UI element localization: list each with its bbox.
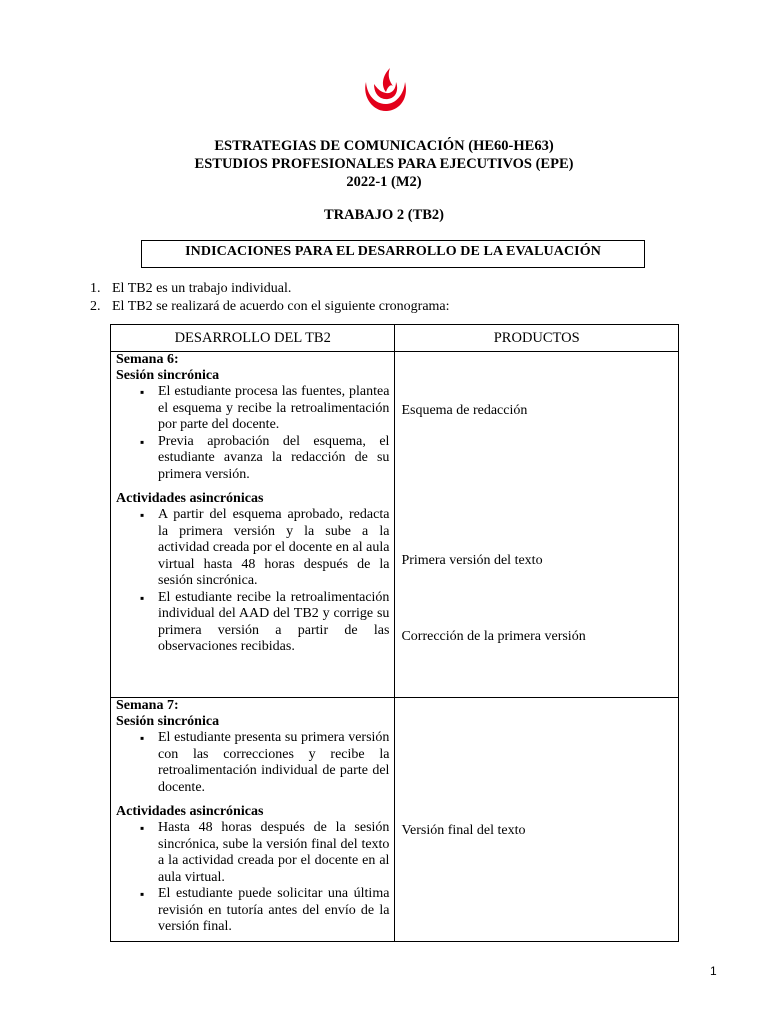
list-item: ▪ Hasta 48 horas después de la sesión sincrónica, sube la versión final del texto a la actividad creada por el docente en al aula virtual. — [158, 820, 389, 886]
week7-activities-cell — [111, 698, 395, 942]
assignment-title: TRABAJO 2 (TB2) — [323, 207, 445, 223]
list-item: ▪ El estudiante procesa las fuentes, plantea el esquema y recibe la retroalimentación por parte del docente. — [158, 384, 389, 434]
week6-title: Semana 6: — [116, 352, 179, 367]
week6-sync-title: Sesión sincrónica — [116, 368, 220, 383]
list-item: ▪ El estudiante presenta su primera versión con las correcciones y recibe la retroalimentación individual de parte del docente. — [158, 730, 389, 796]
page-number: 1 — [710, 964, 717, 978]
product-item: Primera versión del texto — [401, 553, 543, 568]
university-logo-icon — [360, 62, 410, 114]
week7-sync-list — [116, 730, 389, 796]
table-row-week7 — [111, 698, 679, 942]
week6-activities-cell — [111, 352, 395, 698]
product-item: Corrección de la primera versión — [401, 629, 586, 644]
list-item: ▪ El estudiante puede solicitar una última revisión en tutoría antes del envío de la versión final. — [158, 886, 389, 936]
column-header-development: DESARROLLO DEL TB2 — [111, 325, 395, 352]
week6-sync-list — [116, 384, 389, 483]
product-item: Esquema de redacción — [401, 403, 528, 418]
schedule-table — [110, 324, 679, 942]
intro-item-number: 1. — [90, 281, 101, 296]
list-item: ▪ Previa aprobación del esquema, el estudiante avanza la redacción de su primera versión. — [158, 434, 389, 484]
table-row-week6 — [111, 352, 679, 698]
week6-async-title: Actividades asincrónicas — [116, 491, 264, 506]
intro-item-text: El TB2 es un trabajo individual. — [112, 281, 292, 296]
week7-async-list — [116, 820, 389, 936]
week7-products-cell — [395, 698, 679, 942]
column-header-products: PRODUCTOS — [395, 325, 679, 352]
program-title: ESTUDIOS PROFESIONALES PARA EJECUTIVOS (EPE) — [194, 156, 574, 172]
week6-async-list — [116, 507, 389, 656]
table-header-row — [111, 325, 679, 352]
instructions-title-box: INDICACIONES PARA EL DESARROLLO DE LA EVALUACIÓN — [141, 240, 645, 268]
intro-item-number: 2. — [90, 299, 101, 314]
course-title: ESTRATEGIAS DE COMUNICACIÓN (HE60-HE63) — [214, 138, 554, 154]
week7-title: Semana 7: — [116, 698, 179, 713]
intro-item-1 — [90, 280, 291, 298]
week7-async-title: Actividades asincrónicas — [116, 804, 264, 819]
week6-products-cell — [395, 352, 679, 698]
list-item: ▪ A partir del esquema aprobado, redacta la primera versión y la sube a la actividad creada por el docente en al aula virtual hasta 48 horas después de la sesión sincrónica. — [158, 507, 389, 590]
product-item: Versión final del texto — [401, 823, 526, 838]
intro-item-2 — [90, 298, 450, 316]
intro-item-text: El TB2 se realizará de acuerdo con el siguiente cronograma: — [112, 299, 450, 314]
list-item: ▪ El estudiante recibe la retroalimentación individual del AAD del TB2 y corrige su primera versión a partir de las observaciones recibidas. — [158, 590, 389, 656]
term-label: 2022-1 (M2) — [346, 174, 422, 190]
week7-sync-title: Sesión sincrónica — [116, 714, 220, 729]
